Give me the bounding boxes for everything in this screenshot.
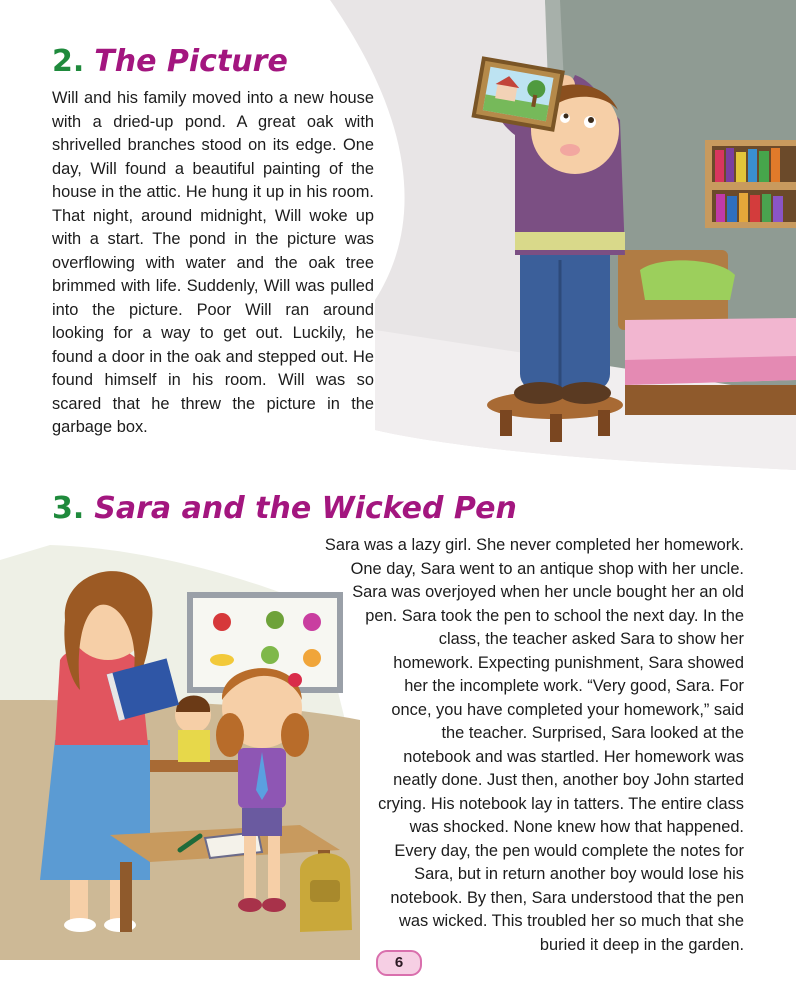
boy-hanging-picture-illustration — [330, 0, 796, 470]
story-body-text: Sara was a lazy girl. She never completed her homework. One day, Sara went to an antique shop with her uncle. Sara was overjoyed when her uncle bought her an old pen. Sara took the pen to school the next day. In the class, the teacher asked Sara to show her homework. Expecting punishment, Sara showed her the incomplete work. “Very good, Sara. For once, you have completed your homework,” said the teacher. Surprised, Sara looked at the notebook and was startled. Her homework was neatly done. Just then, another boy John started crying. His notebook lay in tatters. The entire class was shocked. None knew how that happened. Every day, the pen would complete the notes for Sara, but in return another boy would lose his notebook. By then, Sara understood that the pen was wicked. This troubled her so much that she buried it deep in the garden. — [324, 536, 744, 954]
story-body-the-picture: Will and his family moved into a new house with a dried-up pond. A great oak with shrivelled branches stood on its edge. One day, Will found a beautiful painting of the house in the attic. He hung it up in his room. That night, around midnight, Will woke up with a start. The pond in the picture was overflowing with water and the oak tree brimmed with life. Suddenly, Will was pulled into the picture. Poor Will ran around looking for a way to get out. Luckily, he found a door in the oak and stepped out. He found himself in his room. Will was so scared that he threw the picture in the garbage box. — [52, 89, 374, 436]
story-number: 2. — [52, 44, 85, 79]
story-title: Sara and the Wicked Pen — [94, 491, 517, 526]
story-heading-the-picture — [52, 44, 288, 79]
story-body-sara-and-the-wicked-pen — [224, 534, 744, 957]
story-title: The Picture — [94, 44, 288, 79]
story-number: 3. — [52, 491, 85, 526]
page-number-badge: 6 — [376, 950, 422, 976]
story-heading-sara-and-the-wicked-pen — [52, 491, 517, 526]
